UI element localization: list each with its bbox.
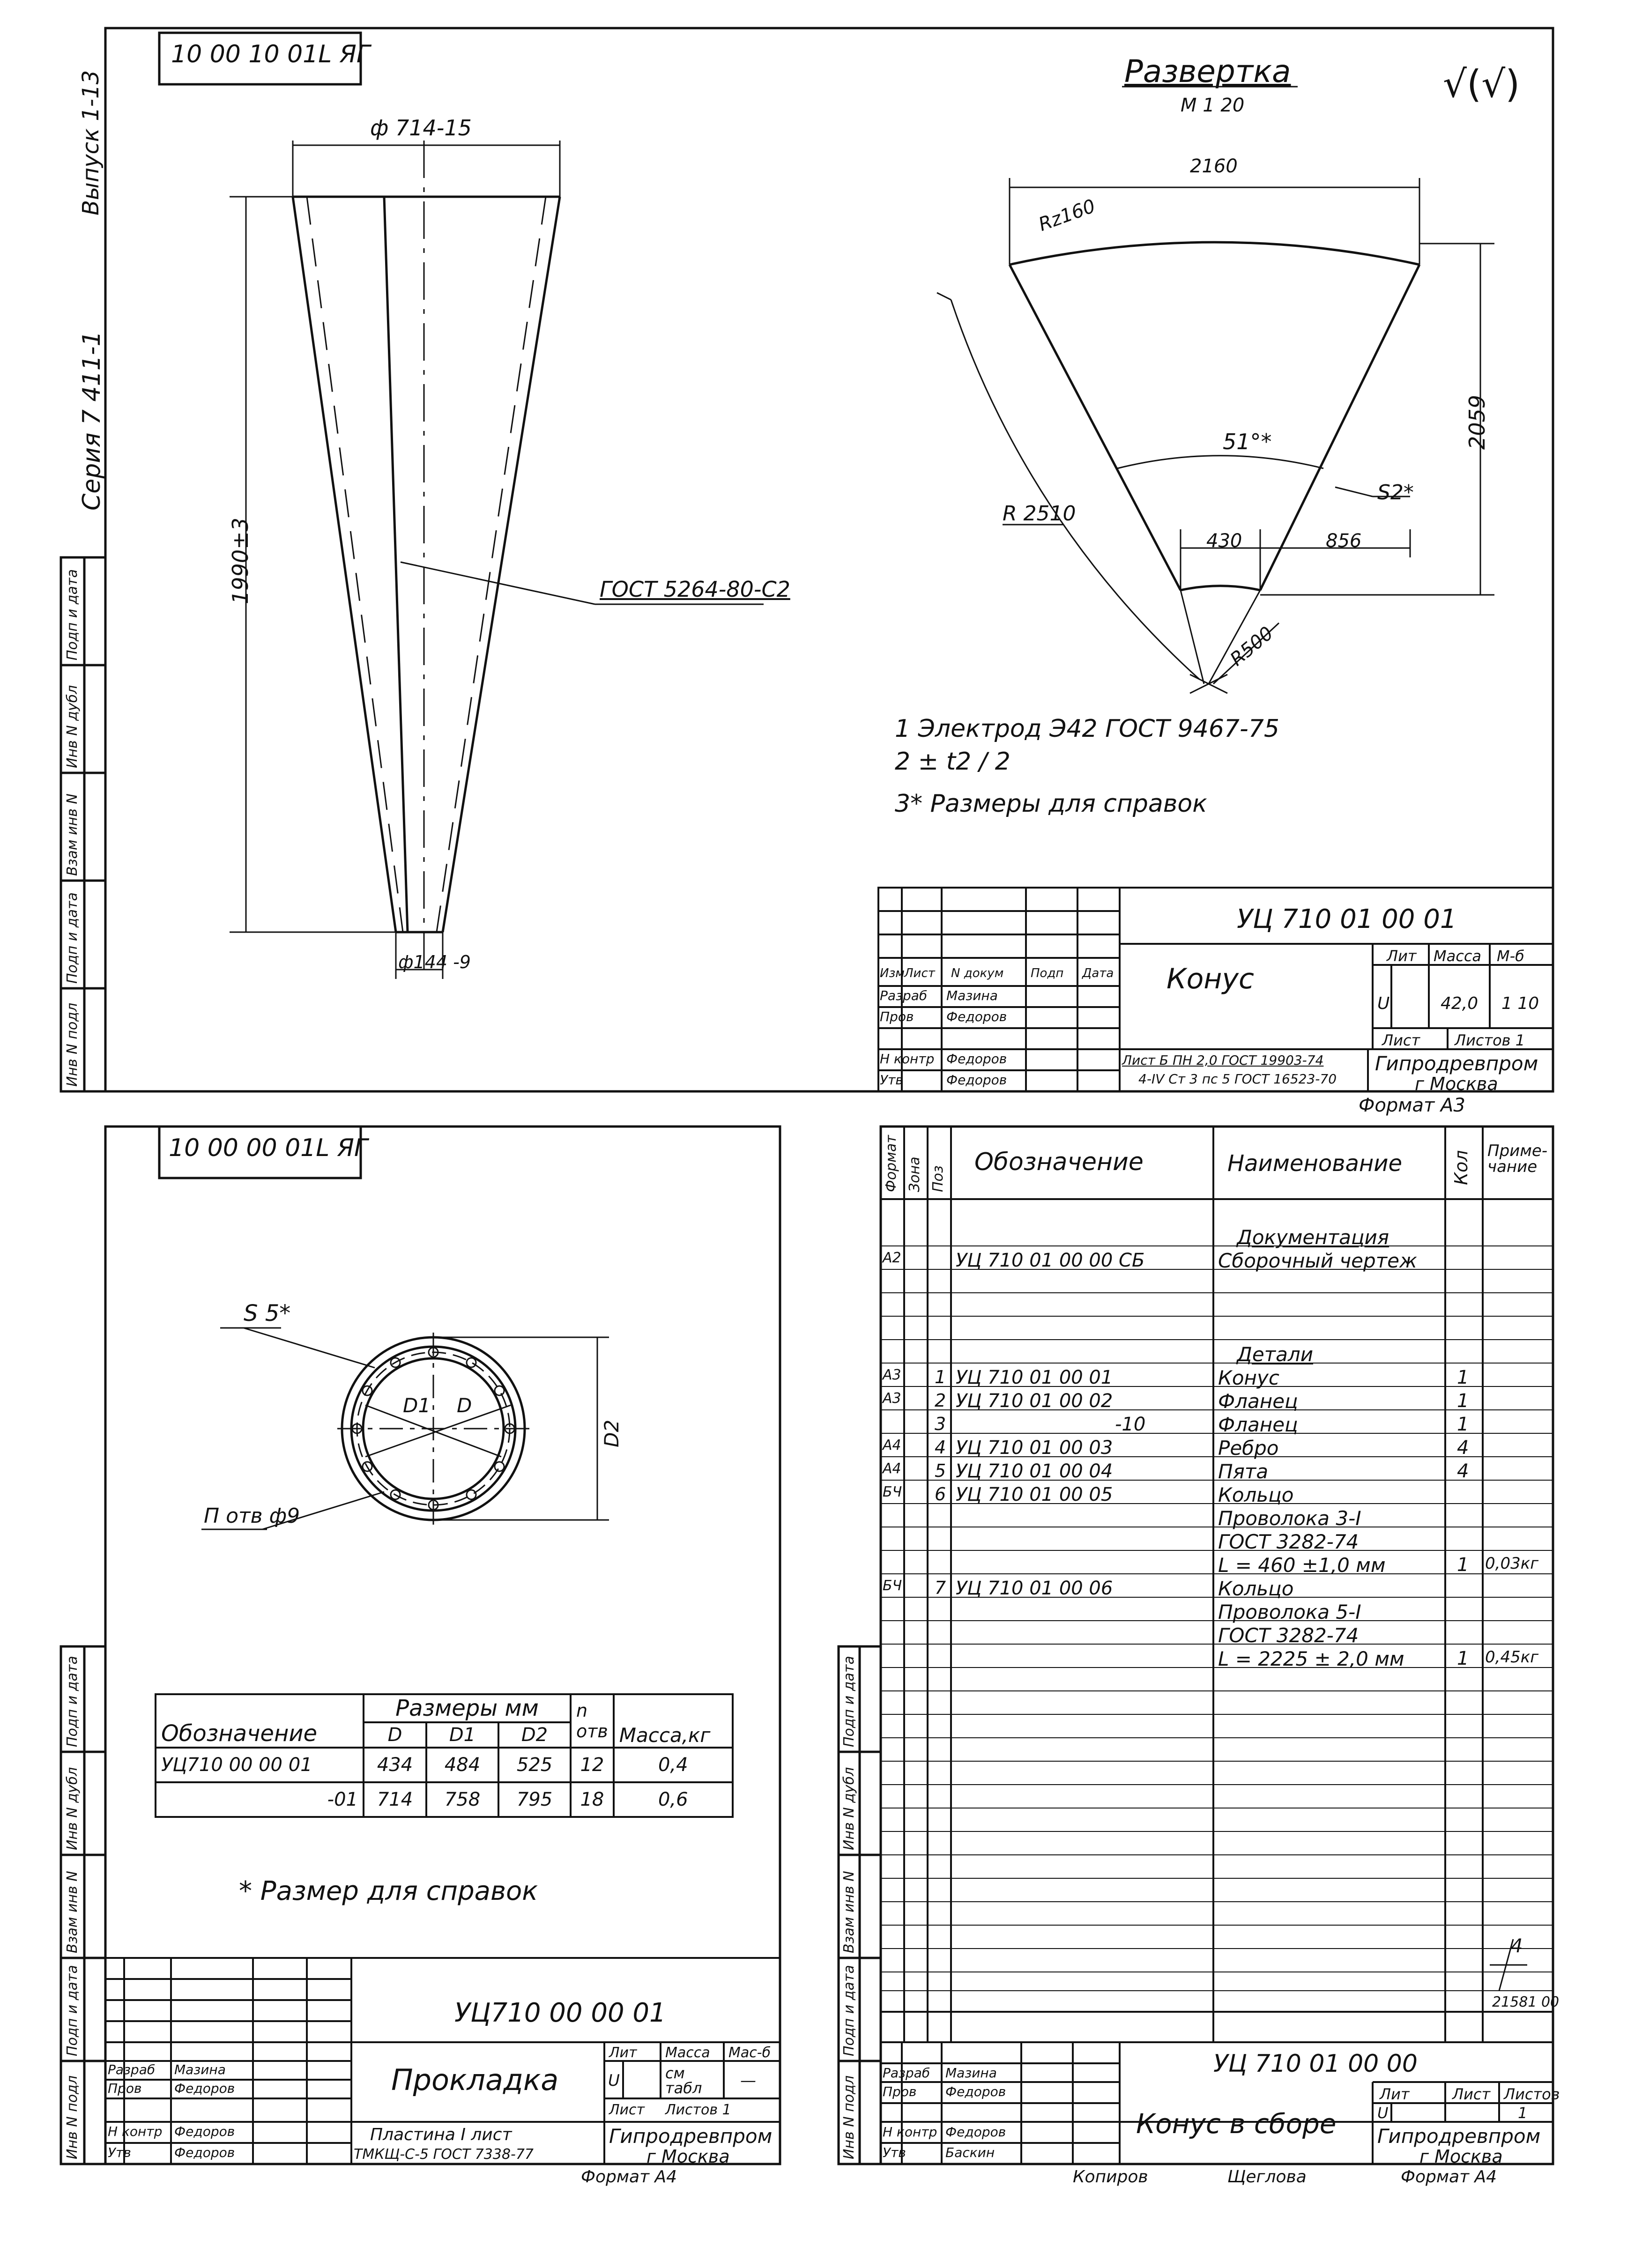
spec-name: Пята xyxy=(1218,1460,1269,1483)
dev-inner-radius: R500 xyxy=(1226,622,1278,671)
spec-name: Фланец xyxy=(1218,1413,1298,1436)
top-stamp-scale: 1 10 xyxy=(1501,994,1539,1013)
top-stamp-city: г Москва xyxy=(1415,1074,1498,1094)
footer-copied: Копиров xyxy=(1073,2167,1148,2186)
cell-d1: 758 xyxy=(426,1782,498,1817)
cell-designation: УЦ710 00 00 01 xyxy=(156,1748,364,1782)
weld-gost: ГОСТ 5264-80-С2 xyxy=(600,577,790,602)
right-stamp-lit-label: Лит xyxy=(1380,2085,1410,2103)
right-stamp-person-3: Федоров xyxy=(945,2124,1006,2140)
left-format: Формат А4 xyxy=(581,2167,677,2186)
top-doc-code: 10 00 10 01L ЯГ xyxy=(171,40,370,68)
right-format: Формат А4 xyxy=(1401,2167,1497,2186)
right-stamp-role-1: Разраб xyxy=(883,2065,930,2081)
spec-format: А2 xyxy=(883,1250,901,1266)
top-stamp-role-4: Утв xyxy=(880,1072,903,1088)
top-stamp-role-2: Пров xyxy=(880,1009,914,1024)
right-stamp-role-3: Н контр xyxy=(883,2124,937,2140)
note-2: 2 ± t2 / 2 xyxy=(895,748,1010,776)
cell-d2: 795 xyxy=(498,1782,571,1817)
spec-format: А4 xyxy=(883,1460,901,1477)
top-stamp-h-doc: N докум xyxy=(951,966,1004,980)
spec-pos: 4 xyxy=(935,1437,946,1458)
spec-qty: 1 xyxy=(1457,1554,1469,1576)
cell-d2: 525 xyxy=(498,1748,571,1782)
cell-d1: 484 xyxy=(426,1748,498,1782)
left-stamp-mass-label: Масса xyxy=(665,2045,710,2061)
spec-name: Кольцо xyxy=(1218,1483,1294,1506)
spec-format: БЧ xyxy=(883,1484,902,1500)
table-row xyxy=(156,1782,733,1817)
spec-format: БЧ xyxy=(883,1578,902,1594)
footer-copier: Щеглова xyxy=(1227,2167,1307,2186)
right-stamp-role-4: Утв xyxy=(883,2145,906,2160)
top-side-label-3: Взам инв N xyxy=(64,793,81,876)
col-d2: D2 xyxy=(498,1722,571,1748)
right-side-label-1: Инв N подл xyxy=(841,2075,857,2159)
top-stamp-role-3: Н контр xyxy=(880,1051,935,1067)
note-3: 3* Размеры для справок xyxy=(895,790,1207,818)
right-stamp-person-1: Мазина xyxy=(945,2065,997,2081)
left-side-label-5: Подп и дата xyxy=(64,1656,81,1747)
top-stamp-person-4: Федоров xyxy=(946,1072,1007,1088)
top-stamp-sheet-label: Лист xyxy=(1382,1031,1420,1049)
left-stamp-org: Гипродревпром xyxy=(609,2125,773,2148)
left-stamp-lit-label: Лит xyxy=(609,2045,637,2061)
top-format: Формат А3 xyxy=(1359,1095,1465,1116)
spec-name: L = 2225 ± 2,0 мм xyxy=(1218,1647,1404,1670)
spec-name: Проволока 5-I xyxy=(1218,1601,1361,1623)
left-stamp-person-2: Федоров xyxy=(174,2081,235,2096)
top-stamp-material-2: 4-IV Ст 3 пс 5 ГОСТ 16523-70 xyxy=(1138,1071,1337,1087)
left-stamp-scale: — xyxy=(740,2071,756,2090)
spec-note: 0,45кг xyxy=(1485,1648,1539,1667)
spec-qty: 4 xyxy=(1457,1437,1469,1459)
spec-designation: УЦ 710 01 00 02 xyxy=(956,1390,1113,1412)
top-stamp-lit: U xyxy=(1377,994,1390,1013)
left-stamp-role-1: Разраб xyxy=(108,2062,156,2077)
top-stamp-mass-label: Масса xyxy=(1434,947,1482,965)
top-side-label-2: Подп и дата xyxy=(64,892,81,984)
top-stamp-name: Конус xyxy=(1166,963,1255,995)
spec-qty: 1 xyxy=(1457,1390,1469,1412)
cell-n: 18 xyxy=(571,1782,614,1817)
top-stamp-person-1: Мазина xyxy=(946,988,998,1003)
col-designation: Обозначение xyxy=(156,1694,364,1748)
right-side-label-4: Инв N дубл xyxy=(841,1767,857,1850)
left-doc-code: 10 00 00 01L ЯГ xyxy=(169,1134,368,1162)
cell-d: 434 xyxy=(364,1748,426,1782)
cone-elevation xyxy=(230,141,764,979)
spec-name: Конус xyxy=(1218,1366,1279,1389)
col-mass: Масса,кг xyxy=(614,1694,733,1748)
spec-name: L = 460 ±1,0 мм xyxy=(1218,1554,1386,1577)
dev-offset: 856 xyxy=(1326,530,1362,552)
left-stamp-scale-label: Мас-б xyxy=(728,2045,771,2061)
top-stamp-h-date: Дата xyxy=(1082,966,1114,980)
top-stamp-material-1: Лист Б ПН 2,0 ГОСТ 19903-74 xyxy=(1122,1052,1324,1068)
dim-top-diameter: ф 714-15 xyxy=(370,115,472,141)
left-stamp-person-4: Федоров xyxy=(174,2145,235,2160)
gasket-label-s: S 5* xyxy=(244,1300,291,1327)
left-stamp-role-2: Пров xyxy=(108,2081,142,2096)
spec-header-qty: Кол xyxy=(1451,1150,1471,1185)
dev-height: 2059 xyxy=(1464,394,1490,450)
spec-name: Детали xyxy=(1237,1343,1313,1366)
spec-name: Ребро xyxy=(1218,1437,1279,1460)
left-stamp-code: УЦ710 00 00 01 xyxy=(454,1998,666,2028)
spec-qty: 1 xyxy=(1457,1414,1469,1435)
spec-format: А3 xyxy=(883,1390,901,1407)
top-stamp-mass: 42,0 xyxy=(1441,994,1479,1013)
right-stamp-person-4: Баскин xyxy=(945,2145,995,2160)
col-sizes: Размеры мм xyxy=(364,1694,571,1722)
spec-name: Сборочный чертеж xyxy=(1218,1249,1417,1272)
spec-header-note: Приме- чание xyxy=(1487,1141,1548,1176)
dev-thickness: S2* xyxy=(1377,481,1414,504)
dim-height: 1990±3 xyxy=(228,518,253,604)
cell-d: 714 xyxy=(364,1782,426,1817)
spec-note: 0,03кг xyxy=(1485,1554,1539,1573)
spec-name: ГОСТ 3282-74 xyxy=(1218,1624,1359,1647)
gasket-label-holes: П отв ф9 xyxy=(204,1504,300,1528)
right-stamp-code: УЦ 710 01 00 00 xyxy=(1213,2050,1418,2078)
left-stamp-role-4: Утв xyxy=(108,2145,131,2160)
top-side-label-4: Инв N дубл xyxy=(64,685,81,768)
spec-pos: 5 xyxy=(935,1460,946,1481)
spec-pos: 6 xyxy=(935,1484,946,1505)
spec-header-name: Наименование xyxy=(1227,1150,1403,1177)
gasket-label-d: D xyxy=(457,1394,472,1417)
spec-designation: УЦ 710 01 00 05 xyxy=(956,1484,1113,1505)
top-stamp-person-2: Федоров xyxy=(946,1009,1007,1024)
spec-corner-code: 21581 00 xyxy=(1492,1994,1560,2010)
spec-row-lines xyxy=(881,1246,1553,1991)
left-stamp-sheet-label: Лист xyxy=(609,2102,645,2118)
left-stamp-role-3: Н контр xyxy=(108,2124,163,2139)
gasket-ring xyxy=(201,1328,609,1529)
note-1: 1 Электрод Э42 ГОСТ 9467-75 xyxy=(895,715,1279,743)
series-label: Серия 7 411-1 xyxy=(78,331,106,511)
spec-designation: УЦ 710 01 00 04 xyxy=(956,1460,1113,1482)
spec-header-zone: Зона xyxy=(906,1156,923,1192)
spec-qty: 4 xyxy=(1457,1460,1469,1482)
spec-format: А3 xyxy=(883,1367,901,1383)
left-stamp-city: г Москва xyxy=(646,2146,730,2167)
cell-mass: 0,6 xyxy=(614,1782,733,1817)
left-stamp-mass: см табл xyxy=(665,2064,702,2097)
spec-name: ГОСТ 3282-74 xyxy=(1218,1530,1359,1553)
right-side-label-3: Взам инв N xyxy=(841,1871,857,1953)
cell-designation: -01 xyxy=(156,1782,364,1817)
spec-pos: 3 xyxy=(935,1414,946,1434)
col-d: D xyxy=(364,1722,426,1748)
top-stamp-h-list: Лист xyxy=(904,966,935,980)
left-stamp-person-3: Федоров xyxy=(174,2124,235,2139)
col-n: n отв xyxy=(571,1694,614,1748)
table-row xyxy=(156,1748,733,1782)
spec-name: Проволока 3-I xyxy=(1218,1507,1361,1530)
spec-name: Документация xyxy=(1237,1226,1389,1249)
right-stamp-sheets-label: Листов xyxy=(1504,2085,1560,2103)
roughness-mark: √(√) xyxy=(1443,62,1520,106)
spec-corner-note: 4 xyxy=(1511,1935,1523,1957)
spec-pos: 1 xyxy=(935,1367,946,1387)
drawing-scale: М 1 20 xyxy=(1181,95,1245,116)
cell-mass: 0,4 xyxy=(614,1748,733,1782)
top-stamp-role-1: Разраб xyxy=(880,988,928,1003)
top-stamp-h-sign: Подп xyxy=(1031,966,1064,980)
right-stamp-role-2: Пров xyxy=(883,2084,917,2099)
spec-format: А4 xyxy=(883,1437,901,1453)
right-side-label-5: Подп и дата xyxy=(841,1656,857,1747)
right-stamp-city: г Москва xyxy=(1419,2146,1503,2167)
top-stamp-lit-label: Лит xyxy=(1387,947,1417,965)
dim-bottom-diameter: ф144 -9 xyxy=(398,952,471,972)
top-stamp-code: УЦ 710 01 00 01 xyxy=(1237,904,1457,934)
spec-qty: 1 xyxy=(1457,1648,1469,1669)
drawing-title: Развертка xyxy=(1124,53,1291,89)
left-note: * Размер для справок xyxy=(239,1876,538,1906)
spec-header-pos: Поз xyxy=(930,1165,946,1192)
left-stamp-material-1: Пластина I лист xyxy=(370,2125,512,2144)
left-side-label-2: Подп и дата xyxy=(64,1965,81,2056)
spec-designation: УЦ 710 01 00 00 СБ xyxy=(956,1250,1145,1271)
spec-designation: -10 xyxy=(1115,1414,1146,1435)
right-stamp-org: Гипродревпром xyxy=(1377,2125,1541,2148)
spec-designation: УЦ 710 01 00 06 xyxy=(956,1578,1113,1599)
left-stamp-person-1: Мазина xyxy=(174,2062,226,2077)
issue-label: Выпуск 1-13 xyxy=(78,70,104,215)
right-stamp-name: Конус в сборе xyxy=(1136,2108,1337,2140)
right-stamp-sheets: 1 xyxy=(1518,2104,1528,2122)
top-side-label-1: Инв N подл xyxy=(64,1002,81,1087)
col-d1: D1 xyxy=(426,1722,498,1748)
spec-designation: УЦ 710 01 00 03 xyxy=(956,1437,1113,1459)
top-stamp-person-3: Федоров xyxy=(946,1051,1007,1067)
spec-header-designation: Обозначение xyxy=(974,1148,1144,1176)
spec-qty: 1 xyxy=(1457,1367,1469,1388)
cone-development xyxy=(937,87,1494,693)
top-stamp-org: Гипродревпром xyxy=(1375,1052,1538,1075)
dev-outer-radius: R 2510 xyxy=(1003,502,1076,526)
spec-designation: УЦ 710 01 00 01 xyxy=(956,1367,1113,1388)
spec-header-format: Формат xyxy=(883,1135,899,1192)
right-side-label-2: Подп и дата xyxy=(841,1965,857,2056)
right-stamp-lit: U xyxy=(1377,2104,1389,2122)
spec-name: Кольцо xyxy=(1218,1577,1294,1600)
top-side-label-5: Подп и дата xyxy=(64,569,81,660)
left-stamp-name: Прокладка xyxy=(391,2063,559,2097)
left-stamp-material-2: ТМКЩ-С-5 ГОСТ 7338-77 xyxy=(354,2146,534,2163)
dev-inner-chord: 430 xyxy=(1206,530,1242,552)
top-stamp-h-izm: Изм xyxy=(880,966,905,980)
left-side-label-4: Инв N дубл xyxy=(64,1767,81,1850)
dev-chord: 2160 xyxy=(1190,156,1238,177)
left-side-label-3: Взам инв N xyxy=(64,1871,81,1953)
spec-pos: 2 xyxy=(935,1390,946,1411)
left-side-label-1: Инв N подл xyxy=(64,2075,81,2159)
left-stamp-sheets-label: Листов 1 xyxy=(665,2102,731,2118)
left-sheet-frame xyxy=(105,1127,780,2167)
dev-roughness: Rz160 xyxy=(1035,195,1099,236)
spec-name: Фланец xyxy=(1218,1390,1298,1413)
dev-angle: 51°* xyxy=(1223,429,1272,454)
spec-pos: 7 xyxy=(935,1578,946,1598)
top-stamp-scale-label: М-б xyxy=(1497,947,1524,965)
gasket-label-d1: D1 xyxy=(403,1394,431,1417)
left-stamp-lit: U xyxy=(608,2071,620,2090)
cell-n: 12 xyxy=(571,1748,614,1782)
gasket-size-table xyxy=(155,1693,734,1818)
right-stamp-person-2: Федоров xyxy=(945,2084,1006,2099)
gasket-label-d2: D2 xyxy=(600,1419,623,1447)
top-stamp-sheets-label: Листов 1 xyxy=(1455,1031,1525,1049)
right-stamp-sheet-label: Лист xyxy=(1452,2085,1491,2103)
right-sheet-frame xyxy=(881,1127,1553,2167)
